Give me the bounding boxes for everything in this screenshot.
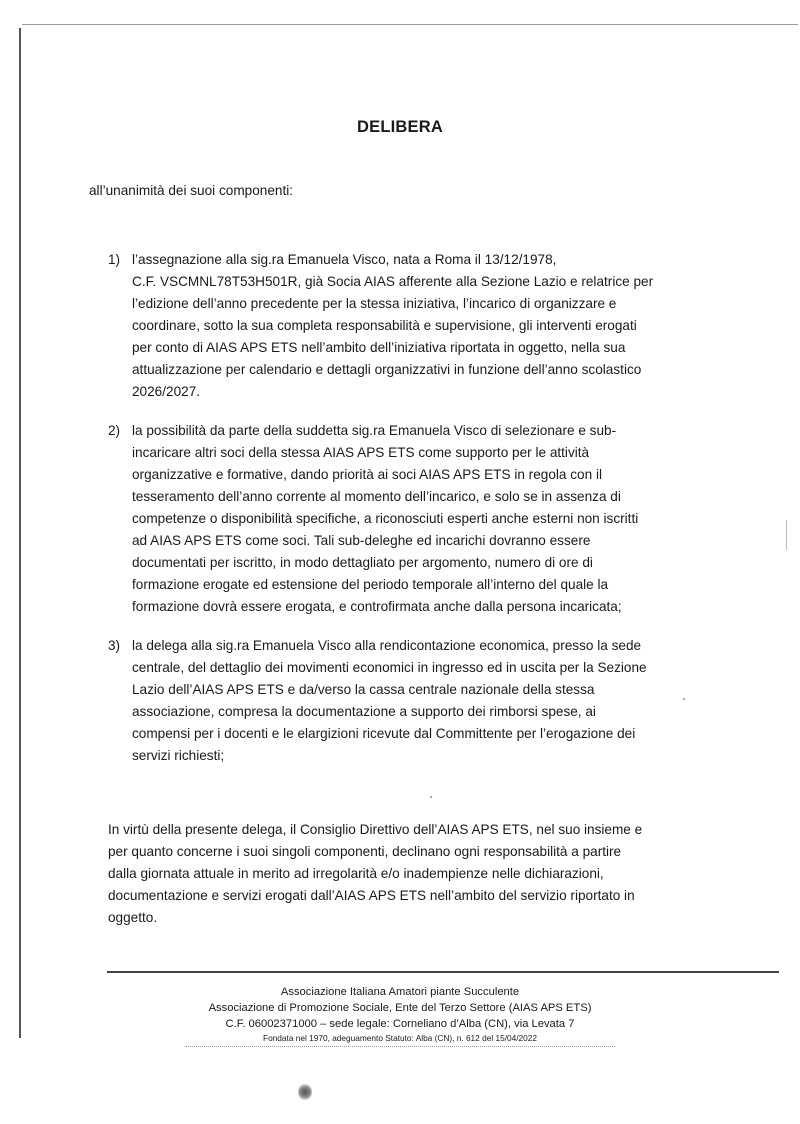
text-line: Lazio dell’AIAS APS ETS e da/verso la cassa centrale nazionale della stessa — [132, 682, 595, 697]
text-line: formazione dovrà essere erogata, e controfirmata anche dalla persona incaricata; — [132, 599, 622, 614]
footer-divider — [107, 971, 779, 973]
text-line: per quanto concerne i suoi singoli componenti, declinano ogni responsabilità a partire — [108, 844, 622, 859]
text-line: oggetto. — [108, 910, 158, 925]
footer-association-name: Associazione Italiana Amatori piante Succulente — [280, 986, 520, 998]
scan-dot — [683, 698, 685, 700]
text-line: incaricare altri soci della stessa AIAS APS ETS come supporto per le attività — [132, 445, 590, 460]
document-heading: DELIBERA — [357, 118, 443, 136]
list-item-text — [132, 420, 698, 618]
text-line: ad AIAS APS ETS come soci. Tali sub-deleghe ed incarichi dovranno essere — [132, 533, 591, 548]
footer-tax-code-address: C.F. 06002371000 – sede legale: Corneliano d’Alba (CN), via Levata 7 — [225, 1018, 575, 1030]
text-line: documentati per iscritto, in modo dettagliato per argomento, numero di ore di — [132, 555, 593, 570]
closing-paragraph — [108, 819, 678, 929]
text-line: formazione erogate ed estensione del periodo temporale all’interno del quale la — [132, 577, 609, 592]
list-item-number: 3) — [108, 638, 121, 653]
text-line: associazione, compresa la documentazione a supporto dei rimborsi spese, ai — [132, 704, 596, 719]
text-line: documentazione e servizi erogati dall’AIAS APS ETS nell’ambito del servizio riportato in — [108, 888, 635, 903]
text-line: C.F. VSCMNL78T53H501R, già Socia AIAS afferente alla Sezione Lazio e relatrice per — [132, 274, 654, 289]
list-item-number: 2) — [108, 423, 121, 438]
list-item — [108, 420, 698, 618]
text-line: coordinare, sotto la sua completa responsabilità e supervisione, gli interventi erogati — [132, 318, 637, 333]
scan-edge-left — [19, 28, 21, 1038]
footer — [150, 984, 650, 1050]
text-line: attualizzazione per calendario e dettagli organizzativi in funzione dell’anno scolastico — [132, 362, 642, 377]
scan-edge-right — [786, 520, 787, 550]
text-line: dalla giornata attuale in merito ad irregolarità e/o inadempienze nelle dichiarazioni, — [108, 866, 604, 881]
footer-legal-status: Associazione di Promozione Sociale, Ente del Terzo Settore (AIAS APS ETS) — [208, 1002, 592, 1014]
text-line: tesseramento dell’anno corrente al momento dell’incarico, e solo se in assenza di — [132, 489, 621, 504]
list-item-number: 1) — [108, 252, 121, 267]
list-item-text — [132, 635, 698, 767]
text-line: In virtù della presente delega, il Consiglio Direttivo dell’AIAS APS ETS, nel suo insieme e — [108, 822, 643, 837]
text-line: la delega alla sig.ra Emanuela Visco alla rendicontazione economica, presso la sede — [132, 638, 642, 653]
footer-illegible-line — [185, 1046, 615, 1050]
list-item — [108, 635, 698, 767]
text-line: l’assegnazione alla sig.ra Emanuela Visco, nata a Roma il 13/12/1978, — [132, 252, 557, 267]
text-line: organizzative e formative, dando priorità ai soci AIAS APS ETS in regola con il — [132, 467, 602, 482]
scan-edge-top — [22, 24, 798, 25]
list-item-text — [132, 249, 698, 403]
text-line: l’edizione dell’anno precedente per la stessa iniziativa, l’incarico di organizzare e — [132, 296, 617, 311]
text-line: centrale, del dettaglio dei movimenti economici in ingresso ed in uscita per la Sezione — [132, 660, 647, 675]
text-line: per conto di AIAS APS ETS nell’ambito dell’iniziativa riportata in oggetto, nella sua — [132, 340, 626, 355]
list-item — [108, 249, 698, 403]
footer-founding-note: Fondata nel 1970, adeguamento Statuto: Alba (CN), n. 612 del 15/04/2022 — [263, 1033, 537, 1043]
text-line: compensi per i docenti e le elargizioni ricevute dal Committente per l’erogazione dei — [132, 726, 636, 741]
text-line: competenze o disponibilità specifiche, a riconosciuti esperti anche esterni non iscritti — [132, 511, 639, 526]
text-line: la possibilità da parte della suddetta sig.ra Emanuela Visco di selezionare e sub- — [132, 423, 617, 438]
intro-text: all’unanimità dei suoi componenti: — [89, 183, 294, 198]
scan-speck — [298, 1083, 312, 1101]
scan-dot — [430, 796, 432, 798]
text-line: servizi richiesti; — [132, 748, 225, 763]
text-line: 2026/2027. — [132, 384, 201, 399]
